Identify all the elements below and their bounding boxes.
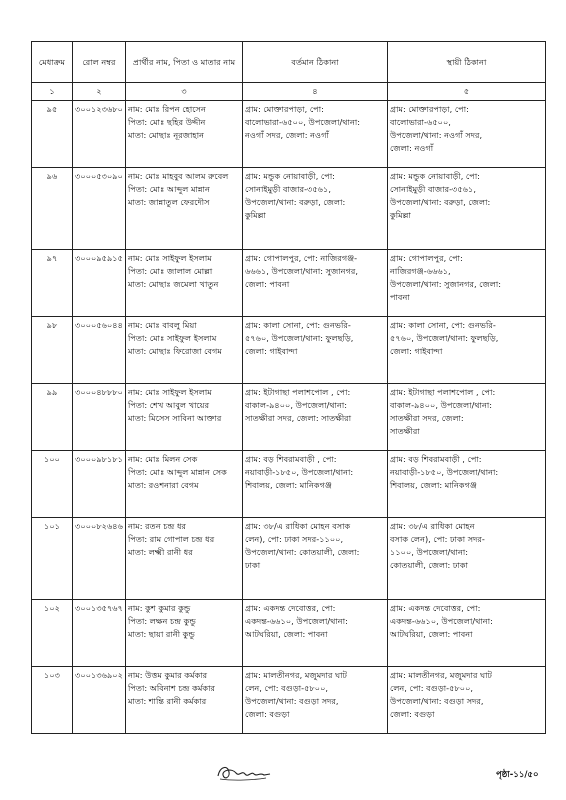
- name-line: নাম: উত্তম কুমার কর্মকার: [128, 670, 208, 680]
- address-line: গ্রাম: বড় শিবরামবাড়ী , পো:: [245, 454, 337, 464]
- merit-serial-cell: ১০০: [32, 451, 73, 518]
- roll-number-cell: ৩০০১৩৫৭৬৭: [73, 600, 126, 667]
- address-line: ৬৬৬১, উপজেলা/থানা: সুজানগর,: [245, 266, 359, 276]
- merit-serial-cell: ৯৯: [32, 384, 73, 451]
- column-number: ৩: [126, 83, 243, 101]
- address-line: উপজেলা/থানা: বগুড়া সদর,: [245, 696, 339, 706]
- name-line: মাতা: লক্ষ্মী রানী ধর: [128, 547, 193, 557]
- merit-serial-cell: ৯৭: [32, 250, 73, 317]
- merit-serial-cell: ১০৩: [32, 667, 73, 734]
- table-row: [32, 317, 546, 384]
- column-number: ৪: [243, 83, 388, 101]
- roll-number-cell: ৩০০১২৩৬৮০: [73, 101, 126, 168]
- merit-serial-cell: ৯৬: [32, 168, 73, 250]
- address-line: শিবালয়, জেলা: মানিকগঞ্জ: [390, 480, 477, 490]
- present-address-cell: [243, 317, 388, 384]
- address-line: কুমিল্লা: [390, 210, 411, 220]
- name-line: মাতা: মিসেস সাবিনা আক্তার: [128, 413, 222, 423]
- address-line: উপজেলা/থানা: কোতয়ালী, জেলা:: [245, 547, 360, 557]
- address-line: ১১০০, উপজেলা/থানা:: [390, 547, 468, 557]
- page-number: পৃষ্ঠা-১১/৫০: [496, 770, 539, 780]
- address-line: গ্রাম: ৩৮/এ রাধিকা মোহন বসাক: [245, 521, 351, 531]
- address-line: সোনাইমুড়ী বাজার-৩৫৬১,: [245, 184, 331, 194]
- address-line: বসাক লেন), পো: ঢাকা সদর-: [390, 534, 485, 544]
- name-line: মাতা: মোছাঃ জমেলা খাতুন: [128, 279, 219, 289]
- address-line: বালোভারা-৬৫০০, উপজেলা/থানা:: [245, 117, 360, 127]
- candidate-names-cell: [126, 451, 243, 518]
- address-line: গ্রাম: কালা সোনা, পো: গুনভরি-: [390, 320, 496, 330]
- present-address-cell: [243, 451, 388, 518]
- address-line: ঢাকা: [245, 560, 261, 570]
- present-address-cell: [243, 168, 388, 250]
- name-line: মাতা: ছায়া রানী কুন্ডু: [128, 629, 195, 639]
- permanent-address-cell: [388, 518, 546, 600]
- address-line: একদন্ত-৬৬১০, উপজেলা/থানা:: [245, 616, 348, 626]
- address-line: গ্রাম: একদন্ত দেবোত্তর, পো:: [390, 603, 481, 613]
- address-line: জেলা: গাইবান্দা: [245, 346, 298, 356]
- roll-number-cell: ৩০০০৫৬০৪৪: [73, 317, 126, 384]
- address-line: সাতক্ষীরা: [390, 426, 420, 436]
- permanent-address-cell: [388, 101, 546, 168]
- name-line: পিতা: মোঃ আব্দুল মান্নান: [128, 184, 210, 194]
- address-line: গ্রাম: গোপালপুর, পো:: [390, 253, 463, 263]
- address-line: গ্রাম: মালতীনগর, মজুমদার ঘাট: [390, 670, 492, 680]
- table-row: [32, 101, 546, 168]
- address-line: জেলা: বগুড়া: [245, 709, 290, 719]
- address-line: লেন, পো: বগুড়া-৫৮০০,: [245, 683, 328, 693]
- candidate-names-cell: [126, 600, 243, 667]
- column-number: ১: [32, 83, 73, 101]
- signature-image: [214, 762, 276, 784]
- address-line: কোতয়ালী, জেলা: ঢাকা: [390, 560, 469, 570]
- name-line: নাম: মোঃ সাইফুল ইসলাম: [128, 387, 212, 397]
- address-line: বাকাল-৯৪০০, উপজেলা/থানা:: [390, 400, 493, 410]
- address-line: উপজেলা/থানা: নওগাঁ সদর,: [390, 130, 483, 140]
- address-line: গ্রাম: গোপালপুর, পো: নাজিরগঞ্জ-: [245, 253, 358, 263]
- address-line: কুমিল্লা: [245, 210, 266, 220]
- address-line: গ্রাম: ইটাগাছা পলাশপোল , পো:: [245, 387, 351, 397]
- header-names: প্রার্থীর নাম, পিতা ও মাতার নাম: [126, 42, 243, 83]
- permanent-address-cell: [388, 384, 546, 451]
- candidate-names-cell: [126, 168, 243, 250]
- name-line: পিতা: অবিনাশ চন্দ্র কর্মকার: [128, 683, 216, 693]
- roll-number-cell: ৩০০০৫৩০৯০: [73, 168, 126, 250]
- table-row: [32, 384, 546, 451]
- address-line: গ্রাম: মোক্তারপাড়া, পো:: [390, 104, 469, 114]
- address-line: জেলা: নওগাঁ: [390, 143, 434, 153]
- merit-serial-cell: ১০১: [32, 518, 73, 600]
- candidate-table: [31, 41, 546, 734]
- address-line: বাকাল-৯৪০০, উপজেলা/থানা:: [245, 400, 348, 410]
- address-line: সোনাইমুড়ী বাজার-৩৫৬১,: [390, 184, 476, 194]
- address-line: গ্রাম: মন্ডুক নোয়াবাড়ী, পো:: [390, 171, 480, 181]
- roll-number-cell: ৩০০০৯৫৯১৫: [73, 250, 126, 317]
- permanent-address-cell: [388, 600, 546, 667]
- address-line: গ্রাম: মন্ডুক নোয়াবাড়ী, পো:: [245, 171, 335, 181]
- table-body: [32, 101, 546, 734]
- address-line: জেলা: বগুড়া: [390, 709, 435, 719]
- name-line: নাম: মোঃ রিপন হোসেন: [128, 104, 206, 114]
- name-line: পিতা: রাম গোপাল চন্দ্র ধর: [128, 534, 215, 544]
- roll-number-cell: ৩০০০৯৮১৮১: [73, 451, 126, 518]
- address-line: লেন, পো: বগুড়া-৫৮০০,: [390, 683, 473, 693]
- roll-number-cell: ৩০০০৪৮৮৮০: [73, 384, 126, 451]
- header-serial: মেধাক্রম: [32, 42, 73, 83]
- address-line: সাতক্ষীরা সদর, জেলা:: [390, 413, 464, 423]
- name-line: নাম: রতন চন্দ্র ধর: [128, 521, 187, 531]
- name-line: পিতা: মোঃ আব্দুল মান্নান সেক: [128, 467, 227, 477]
- present-address-cell: [243, 250, 388, 317]
- name-line: নাম: মোঃ মাহবুব আলম রুবেল: [128, 171, 229, 181]
- name-line: পিতা: শেখ আবুল খায়ের: [128, 400, 210, 410]
- merit-serial-cell: ৯৮: [32, 317, 73, 384]
- name-line: মাতা: মোছাঃ ফিরোজা বেগম: [128, 346, 222, 356]
- permanent-address-cell: [388, 168, 546, 250]
- name-line: মাতা: মোছাঃ নূরজাহান: [128, 130, 204, 140]
- address-line: উপজেলা/থানা: বগুড়া সদর,: [390, 696, 484, 706]
- table-row: [32, 518, 546, 600]
- table-row: [32, 600, 546, 667]
- present-address-cell: [243, 101, 388, 168]
- table-row: [32, 451, 546, 518]
- address-line: সাতক্ষীরা সদর, জেলা: সাতক্ষীরা: [245, 413, 352, 423]
- column-number: ৫: [388, 83, 546, 101]
- address-line: উপজেলা/থানা: বরুড়া, জেলা:: [390, 197, 491, 207]
- candidate-names-cell: [126, 518, 243, 600]
- address-line: গ্রাম: মোক্তারপাড়া, পো:: [245, 104, 324, 114]
- address-line: নাজিরগঞ্জ-৬৬৬১,: [390, 266, 451, 276]
- address-line: গ্রাম: কালা সোনা, পো: গুনভরি-: [245, 320, 351, 330]
- address-line: নয়াবাড়ী-১৮৫০, উপজেলা/থানা:: [390, 467, 499, 477]
- address-line: পাবনা: [390, 292, 410, 302]
- name-line: নাম: মোঃ মিলন সেক: [128, 454, 198, 464]
- table-row: [32, 250, 546, 317]
- header-row: [32, 42, 546, 83]
- header-roll: রোল নম্বর: [73, 42, 126, 83]
- address-line: লেন), পো: ঢাকা সদর-১১০০,: [245, 534, 344, 544]
- candidate-names-cell: [126, 317, 243, 384]
- name-line: মাতা: শান্তি রানী কর্মকার: [128, 696, 207, 706]
- permanent-address-cell: [388, 250, 546, 317]
- name-line: নাম: কুশ কুমার কুন্ডু: [128, 603, 191, 613]
- candidate-names-cell: [126, 250, 243, 317]
- present-address-cell: [243, 384, 388, 451]
- name-line: পিতা: মোঃ ছহির উদ্দীন: [128, 117, 206, 127]
- candidate-names-cell: [126, 101, 243, 168]
- address-line: উপজেলা/থানা: বরুড়া, জেলা:: [245, 197, 346, 207]
- present-address-cell: [243, 518, 388, 600]
- address-line: গ্রাম: একদন্ত দেবোত্তর, পো:: [245, 603, 336, 613]
- address-line: উপজেলা/থানা: সুজানগর, জেলা:: [390, 279, 502, 289]
- address-line: গ্রাম: মালতীনগর, মজুমদার ঘাট: [245, 670, 347, 680]
- candidate-names-cell: [126, 667, 243, 734]
- address-line: জেলা: গাইবান্দা: [390, 346, 443, 356]
- header-present-address: বর্তমান ঠিকানা: [243, 42, 388, 83]
- name-line: নাম: মোঃ সাইফুল ইসলাম: [128, 253, 212, 263]
- roll-number-cell: ৩০০১৩৬৯০২: [73, 667, 126, 734]
- permanent-address-cell: [388, 451, 546, 518]
- name-line: পিতা: মোঃ সাইফুল ইসলাম: [128, 333, 217, 343]
- name-line: মাতা: জান্নাতুল ফেরদৌস: [128, 197, 210, 207]
- address-line: ৫৭৬০, উপজেলা/থানা: ফুলছড়ি,: [245, 333, 354, 343]
- table-row: [32, 667, 546, 734]
- address-line: আটঘরিয়া, জেলা: পাবনা: [390, 629, 473, 639]
- address-line: নওগাঁ সদর, জেলা: নওগাঁ: [245, 130, 329, 140]
- name-line: পিতা: লক্ষন চন্দ্র কুন্ডু: [128, 616, 196, 626]
- address-line: গ্রাম: বড় শিবরামবাড়ী , পো:: [390, 454, 482, 464]
- permanent-address-cell: [388, 667, 546, 734]
- header-permanent-address: স্থায়ী ঠিকানা: [388, 42, 546, 83]
- address-line: ৫৭৬০, উপজেলা/থানা: ফুলছড়ি,: [390, 333, 499, 343]
- permanent-address-cell: [388, 317, 546, 384]
- address-line: আটঘরিয়া, জেলা: পাবনা: [245, 629, 328, 639]
- name-line: মাতা: রওশনারা বেগম: [128, 480, 199, 490]
- name-line: পিতা: মোঃ জালাল মোল্লা: [128, 266, 213, 276]
- name-line: নাম: মোঃ বাবলু মিয়া: [128, 320, 197, 330]
- address-line: বালোভারা-৬৫০০,: [390, 117, 451, 127]
- address-line: জেলা: পাবনা: [245, 279, 290, 289]
- address-line: গ্রাম: ইটাগাছা পলাশপোল , পো:: [390, 387, 496, 397]
- merit-serial-cell: ১০২: [32, 600, 73, 667]
- address-line: নয়াবাড়ী-১৮৫০, উপজেলা/থানা:: [245, 467, 354, 477]
- present-address-cell: [243, 667, 388, 734]
- column-number-row: [32, 83, 546, 101]
- address-line: শিবালয়, জেলা: মানিকগঞ্জ: [245, 480, 332, 490]
- roll-number-cell: ৩০০০৮২৬৪৬: [73, 518, 126, 600]
- table-row: [32, 168, 546, 250]
- candidate-names-cell: [126, 384, 243, 451]
- present-address-cell: [243, 600, 388, 667]
- column-number: ২: [73, 83, 126, 101]
- merit-serial-cell: ৯৫: [32, 101, 73, 168]
- address-line: গ্রাম: ৩৮/এ রাধিকা মোহন: [390, 521, 475, 531]
- address-line: একদন্ত-৬৬১০, উপজেলা/থানা:: [390, 616, 493, 626]
